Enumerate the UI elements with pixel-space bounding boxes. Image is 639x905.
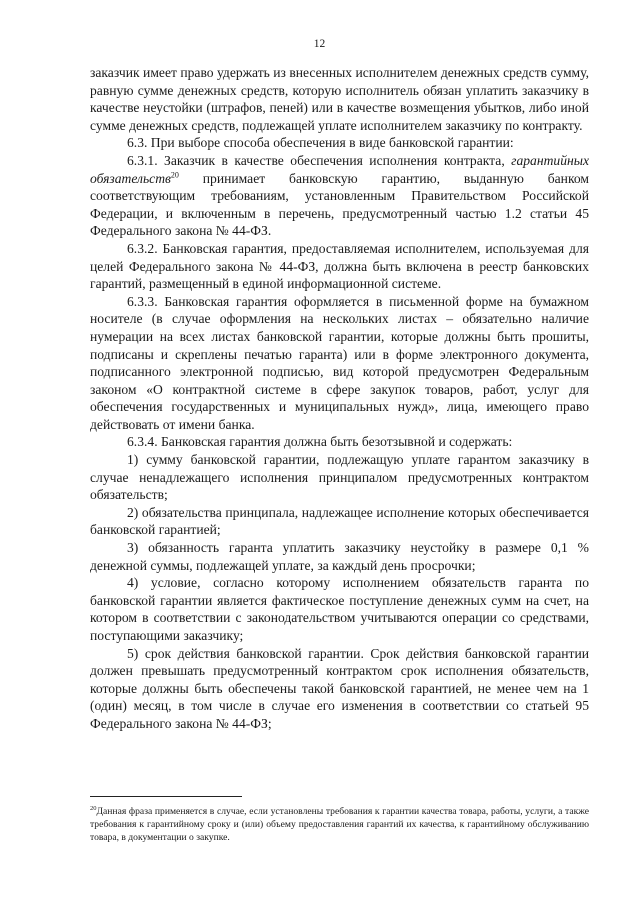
- footnote: [90, 805, 589, 845]
- footnote-ref-20[interactable]: 20: [170, 170, 179, 180]
- paragraph-6-3: 6.3. При выборе способа обеспечения в виде банковской гарантии:: [127, 135, 514, 151]
- footnote-text: Данная фраза применяется в случае, если установлены требования к гарантии качества товара, работы, услуги, а также требования к гарантийному сроку и (или) объему предоставления гарантий их качества, к гарантийному обслуживанию товара, в документации о закупке.: [90, 806, 589, 844]
- list-item-4: 4) условие, согласно которому исполнением обязательств гаранта по банковской гарантии является фактическое поступление денежных сумм на счет, на котором в соответствии с законодательством учитываются операции со средствами, поступающими заказчику;: [90, 575, 589, 643]
- document-body: [90, 64, 589, 733]
- paragraph-6-3-3: 6.3.3. Банковская гарантия оформляется в письменной форме на бумажном носителе (в случае оформления на нескольких листах – обязательно наличие нумерации на всех листах банковской гарантии, которые должны быть прошиты, подписаны и скреплены печатью гаранта) или в форме электронного документа, подписанного электронной подписью, вид которой предусмотрен Федеральным законом «О контрактной системе в сфере закупок товаров, работ, услуг для обеспечения государственных и муниципальных нужд», лица, имеющего право действовать от имени банка.: [90, 293, 589, 432]
- paragraph-6-3-2: 6.3.2. Банковская гарантия, предоставляемая исполнителем, используемая для целей Федерального закона № 44-ФЗ, должна быть включена в реестр банковских гарантий, размещенный в единой информационной системе.: [90, 240, 589, 292]
- list-item-3: 3) обязанность гаранта уплатить заказчику неустойку в размере 0,1 % денежной суммы, подлежащей уплате, за каждый день просрочки;: [90, 540, 589, 573]
- paragraph-6-3-1-italic: гарантийных обязательств: [90, 152, 589, 186]
- page-number: 12: [313, 38, 326, 50]
- footnote-divider: [90, 796, 242, 797]
- paragraph-6-3-4: 6.3.4. Банковская гарантия должна быть безотзывной и содержать:: [127, 434, 513, 450]
- list-item-5: 5) срок действия банковской гарантии. Срок действия банковской гарантии должен превышать предусмотренный контрактом срок исполнения обязательств, которые должны быть обеспечены такой банковской гарантией, не менее чем на 1 (один) месяц, в том числе в случае его изменения в соответствии со статьей 95 Федерального закона № 44-ФЗ;: [90, 645, 589, 731]
- paragraph-6-3-1-rest: принимает банковскую гарантию, выданную банком соответствующим требованиям, установленным Правительством Российской Федерации, и включенным в перечень, предусмотренный частью 1.2 статьи 45 Федерального закона № 44-ФЗ.: [90, 170, 589, 239]
- list-item-1: 1) сумму банковской гарантии, подлежащую уплате гарантом заказчику в случае ненадлежащего исполнения принципалом предусмотренных контрактом обязательств;: [90, 452, 589, 503]
- list-item-2: 2) обязательства принципала, надлежащее исполнение которых обеспечивается банковской гарантией;: [90, 504, 589, 538]
- paragraph-6-3-1-lead: 6.3.1. Заказчик в качестве обеспечения исполнения контракта,: [127, 152, 512, 168]
- paragraph-continuation: заказчик имеет право удержать из внесенных исполнителем денежных средств сумму, равную сумме денежных средств, которую исполнитель обязан уплатить заказчику в качестве неустойки (штрафов, пеней) или в качестве возмещения убытков, либо иной сумме денежных средств, подлежащей уплате исполнителем заказчику по контракту.: [90, 65, 589, 133]
- paragraph-6-3-1: [90, 152, 589, 240]
- footnote-marker: 20: [90, 804, 97, 812]
